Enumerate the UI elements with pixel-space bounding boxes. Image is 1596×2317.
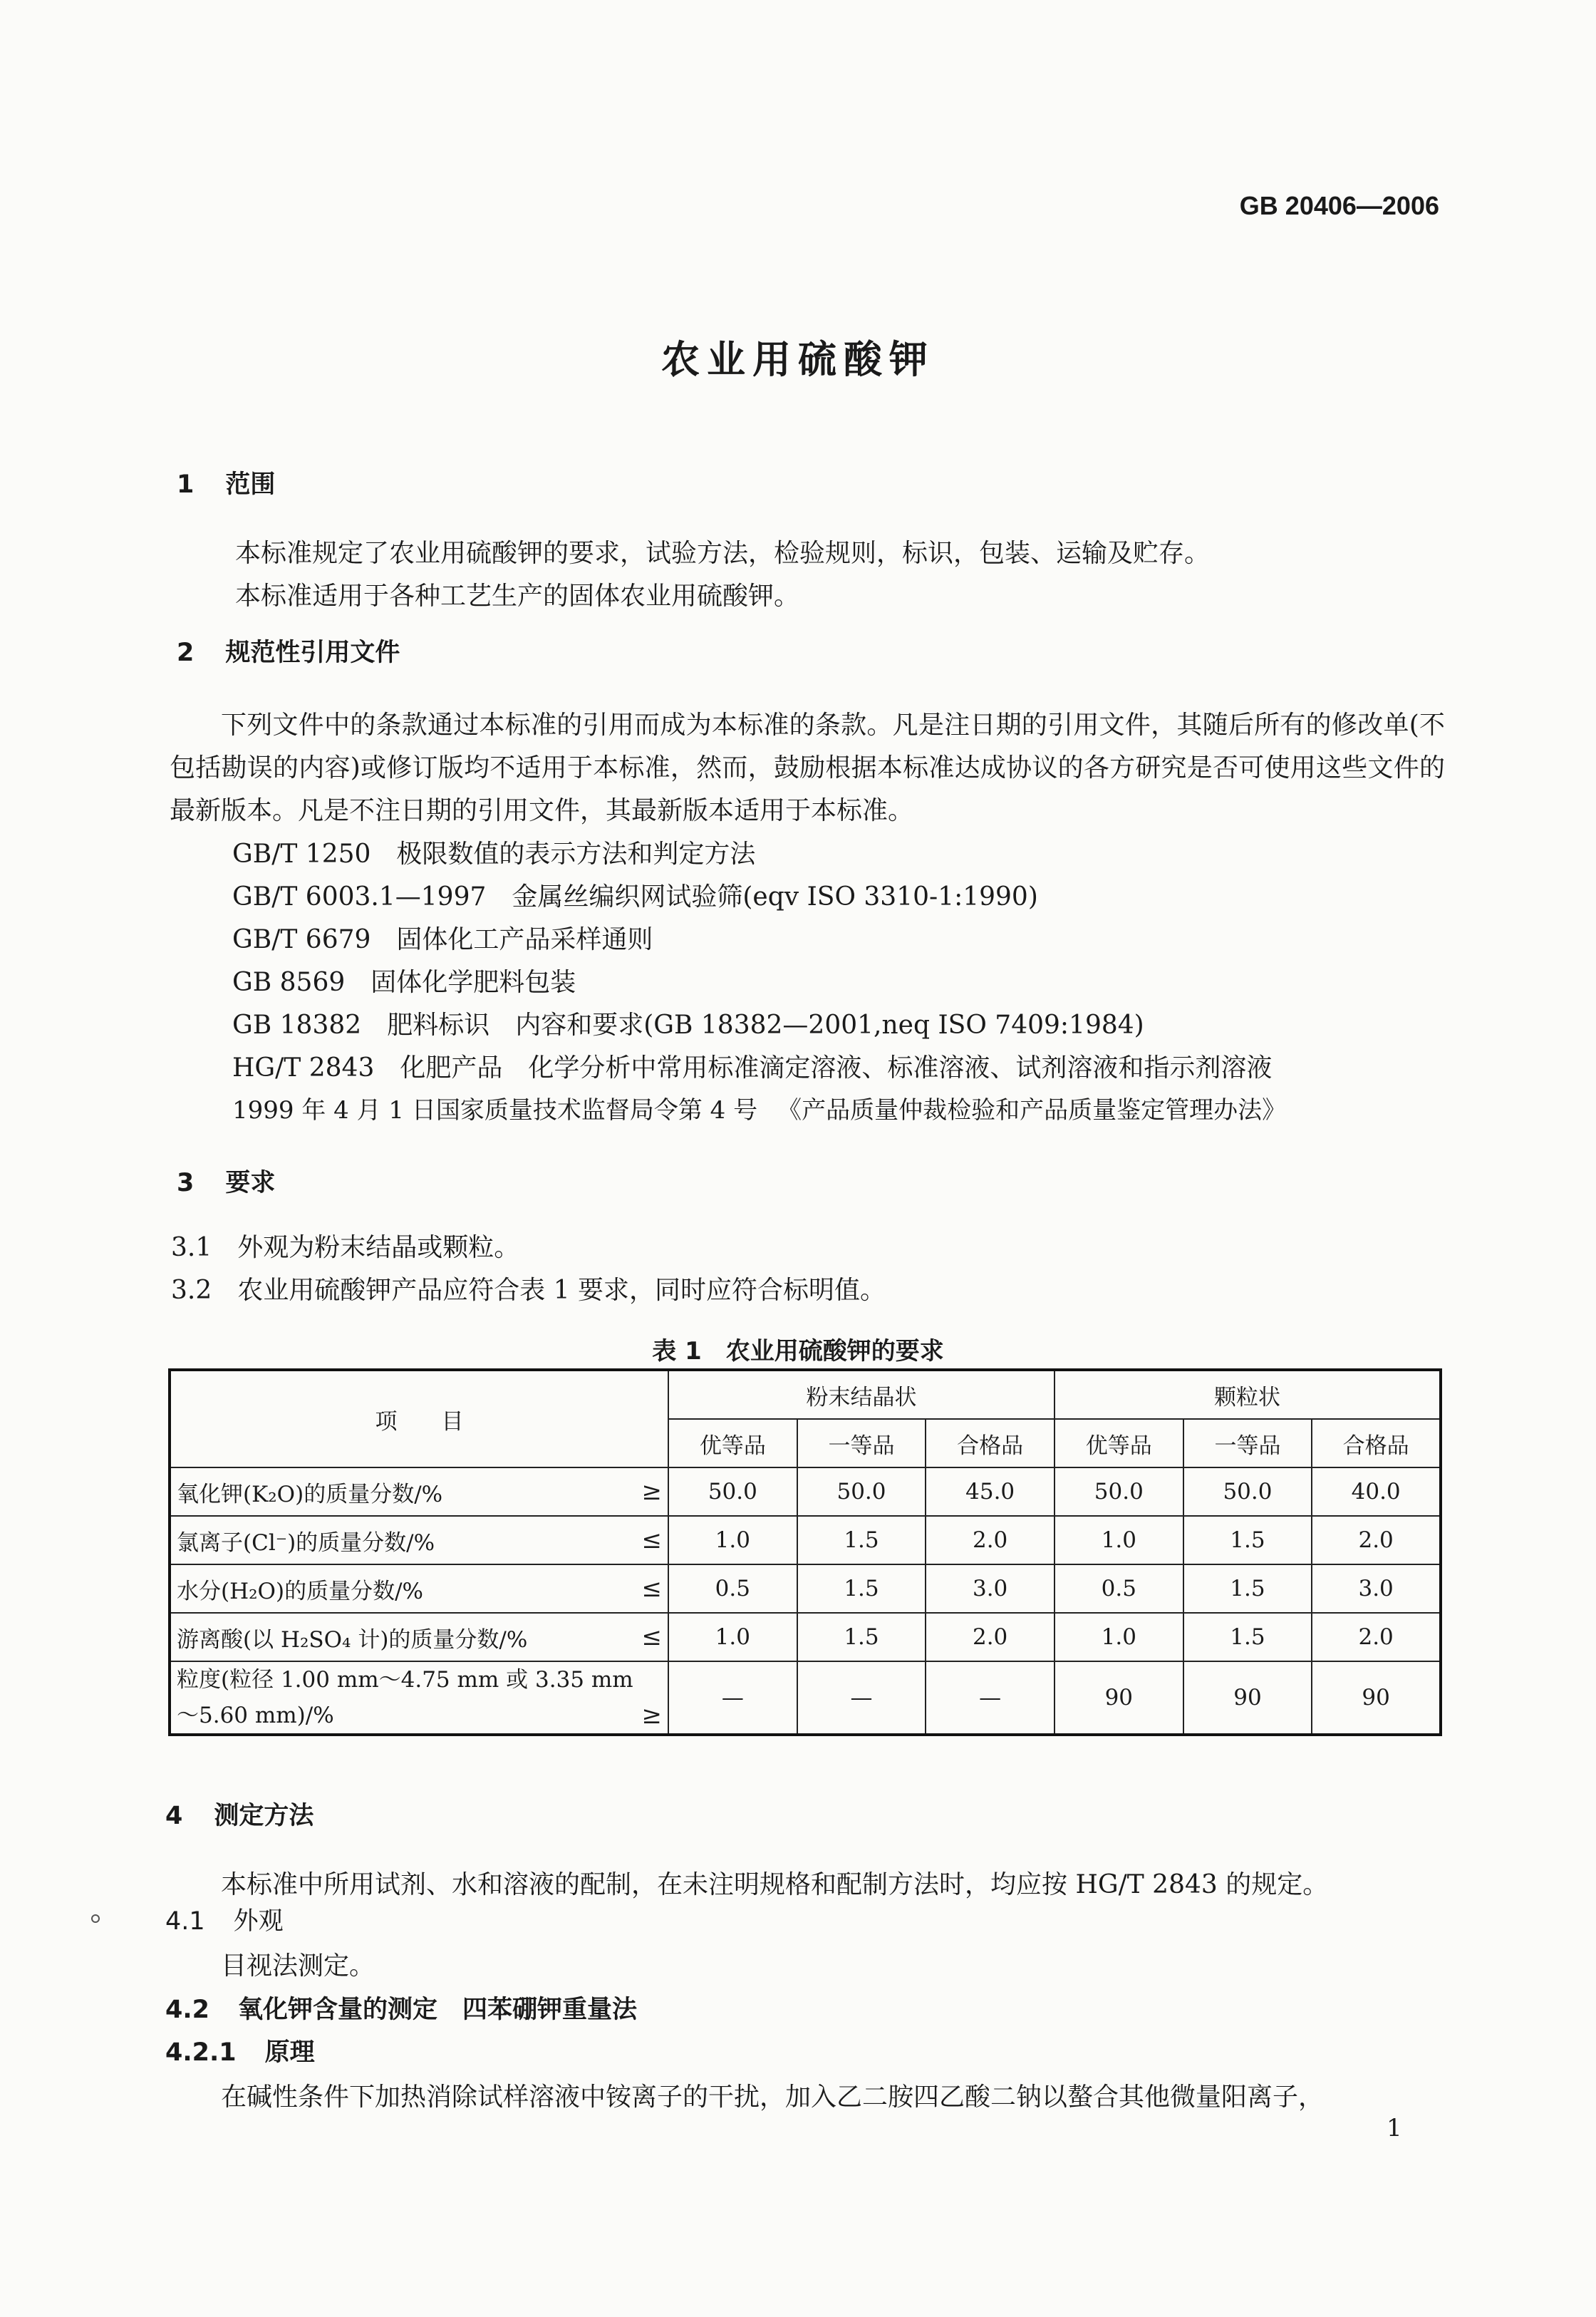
table-cell: 1.0 (1054, 1516, 1183, 1564)
table-row (170, 1661, 1441, 1735)
table-cell: 50.0 (1054, 1467, 1183, 1516)
reference-item: GB/T 6003.1—1997 金属丝编织网试验筛(eqv ISO 3310-1:1990) (232, 882, 1038, 912)
row-label: 氯离子(Cl⁻)的质量分数/% (177, 1529, 435, 1556)
table-cell: 50.0 (668, 1467, 797, 1516)
table-row (170, 1516, 1441, 1564)
grade-header: 合格品 (926, 1419, 1054, 1467)
row-label: 粒度(粒径 1.00 mm～4.75 mm 或 3.35 mm (177, 1667, 633, 1693)
clause-4-2-1-text: 在碱性条件下加热消除试样溶液中铵离子的干扰，加入乙二胺四乙酸二钠以螯合其他微量阳离子， (221, 2083, 1325, 2112)
comparison-symbol: ≥ (641, 1477, 662, 1506)
table-cell: 50.0 (797, 1467, 926, 1516)
section-1-heading: 1 范围 (177, 470, 276, 499)
table-cell: 50.0 (1183, 1467, 1312, 1516)
reference-item: GB/T 1250 极限数值的表示方法和判定方法 (232, 840, 756, 869)
table-cell: 1.5 (797, 1516, 926, 1564)
table-cell: 1.5 (797, 1564, 926, 1613)
comparison-symbol: ≤ (641, 1526, 662, 1554)
grade-header: 优等品 (668, 1419, 797, 1467)
grade-header: 优等品 (1054, 1419, 1183, 1467)
table-cell: 1.0 (668, 1516, 797, 1564)
table-cell: 1.5 (1183, 1613, 1312, 1661)
table-cell: 3.0 (1312, 1564, 1441, 1613)
section-2-para: 下列文件中的条款通过本标准的引用而成为本标准的条款。凡是注日期的引用文件，其随后所有的修改单(不包括勘误的内容)或修订版均不适用于本标准，然而，鼓励根据本标准达成协议的各方研究是否可使用这些文件的最新版本。凡是不注日期的引用文件，其最新版本适用于本标准。 (170, 711, 1445, 825)
table-cell: 0.5 (668, 1564, 797, 1613)
table-cell: 2.0 (1312, 1516, 1441, 1564)
table-cell: 2.0 (1312, 1613, 1441, 1661)
table-cell: 1.5 (1183, 1564, 1312, 1613)
table-cell: 90 (1312, 1661, 1441, 1735)
comparison-symbol: ≤ (641, 1623, 662, 1651)
clause-3-1: 3.1 外观为粉末结晶或颗粒。 (171, 1233, 520, 1262)
clause-4-2-1-heading: 4.2.1 原理 (165, 2038, 315, 2067)
table-cell: 0.5 (1054, 1564, 1183, 1613)
section-1-para-2: 本标准适用于各种工艺生产的固体农业用硫酸钾。 (235, 582, 800, 611)
standard-code: GB 20406—2006 (1239, 191, 1439, 220)
table-cell: 1.5 (797, 1613, 926, 1661)
document-title: 农业用硫酸钾 (661, 337, 935, 382)
table-cell: 40.0 (1312, 1467, 1441, 1516)
grade-header: 合格品 (1312, 1419, 1441, 1467)
table-cell: — (668, 1661, 797, 1735)
row-label: 水分(H₂O)的质量分数/% (177, 1578, 423, 1604)
table-cell: 90 (1054, 1661, 1183, 1735)
table-cell: 2.0 (926, 1516, 1054, 1564)
group-header: 颗粒状 (1054, 1370, 1441, 1419)
table-cell: 45.0 (926, 1467, 1054, 1516)
row-label: 氧化钾(K₂O)的质量分数/% (177, 1481, 443, 1507)
row-label: 游离酸(以 H₂SO₄ 计)的质量分数/% (177, 1626, 528, 1653)
reference-item: HG/T 2843 化肥产品 化学分析中常用标准滴定溶液、标准溶液、试剂溶液和指示剂溶液 (232, 1053, 1273, 1083)
item-column-header: 项 目 (170, 1370, 668, 1467)
table-row (170, 1613, 1441, 1661)
table-cell: 3.0 (926, 1564, 1054, 1613)
table-cell: — (926, 1661, 1054, 1735)
table-row (170, 1467, 1441, 1516)
clause-4-2-heading: 4.2 氧化钾含量的测定 四苯硼钾重量法 (165, 1996, 638, 2024)
table-row (170, 1564, 1441, 1613)
requirements-table (168, 1368, 1442, 1736)
table-cell: 2.0 (926, 1613, 1054, 1661)
section-4-heading: 4 测定方法 (165, 1802, 314, 1830)
section-3-heading: 3 要求 (177, 1169, 276, 1197)
scan-mark (91, 1914, 100, 1923)
comparison-symbol: ≥ (641, 1701, 662, 1730)
section-1-para-1: 本标准规定了农业用硫酸钾的要求，试验方法，检验规则，标识，包装、运输及贮存。 (235, 539, 1211, 568)
grade-header: 一等品 (1183, 1419, 1312, 1467)
clause-4-1-text: 目视法测定。 (221, 1951, 375, 1981)
table-caption: 表 1 农业用硫酸钾的要求 (652, 1337, 944, 1366)
page-number: 1 (1387, 2114, 1402, 2142)
group-header: 粉末结晶状 (668, 1370, 1054, 1419)
section-2-heading: 2 规范性引用文件 (177, 639, 400, 667)
table-cell: — (797, 1661, 926, 1735)
reference-item: GB 8569 固体化学肥料包装 (232, 968, 576, 997)
reference-item: 1999 年 4 月 1 日国家质量技术监督局令第 4 号 《产品质量仲裁检验和产品质量鉴定管理办法》 (232, 1096, 1287, 1125)
reference-item: GB 18382 肥料标识 内容和要求(GB 18382—2001,neq ISO 7409:1984) (232, 1011, 1144, 1040)
row-label-continued: ～5.60 mm)/% (177, 1703, 334, 1728)
table-cell: 90 (1183, 1661, 1312, 1735)
clause-3-2: 3.2 农业用硫酸钾产品应符合表 1 要求，同时应符合标明值。 (171, 1276, 886, 1305)
table-cell: 1.0 (1054, 1613, 1183, 1661)
table-cell: 1.0 (668, 1613, 797, 1661)
table-cell: 1.5 (1183, 1516, 1312, 1564)
reference-item: GB/T 6679 固体化工产品采样通则 (232, 925, 653, 954)
grade-header: 一等品 (797, 1419, 926, 1467)
comparison-symbol: ≤ (641, 1574, 662, 1603)
clause-4-1-heading: 4.1 外观 (165, 1907, 284, 1936)
section-4-para: 本标准中所用试剂、水和溶液的配制，在未注明规格和配制方法时，均应按 HG/T 2843 的规定。 (221, 1870, 1329, 1899)
